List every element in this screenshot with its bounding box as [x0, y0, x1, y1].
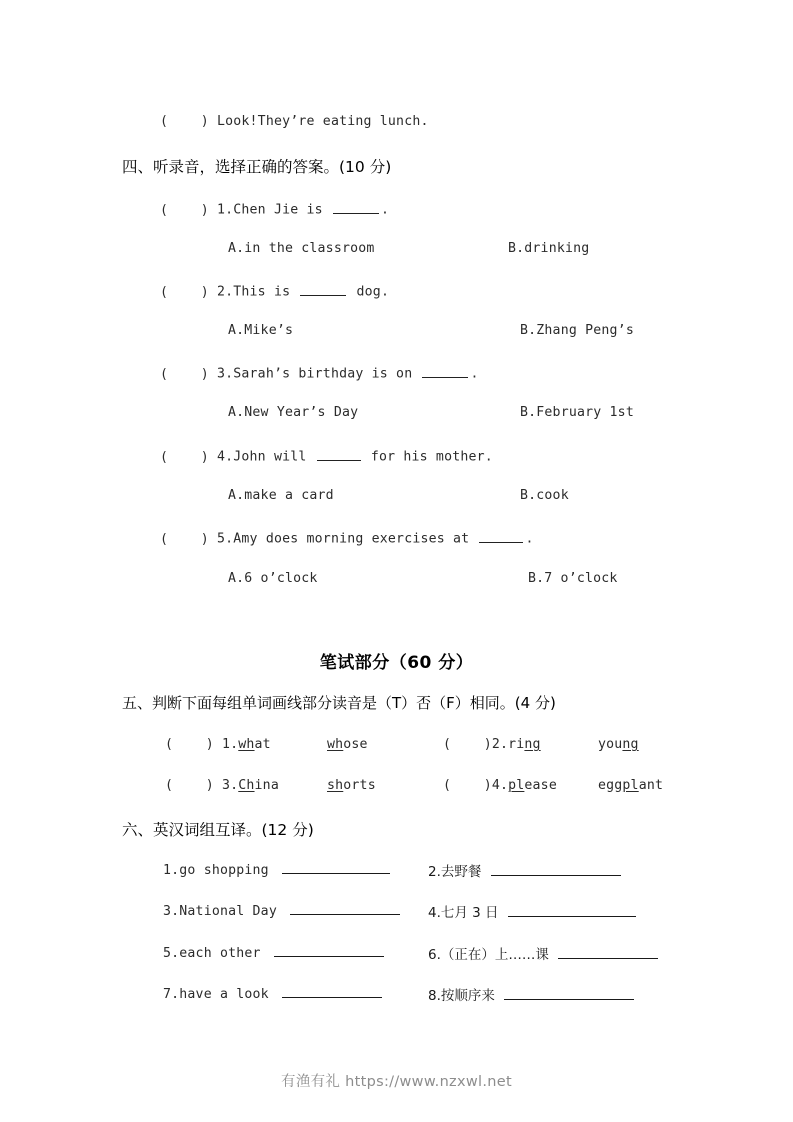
answer-blank[interactable]	[422, 364, 468, 378]
phonics-word2	[327, 778, 376, 793]
answer-bracket[interactable]: ( )	[160, 531, 209, 547]
phonics-number: 1.	[221, 737, 239, 752]
phonics-row	[443, 737, 541, 752]
item-number: 3.	[163, 903, 180, 919]
option-b[interactable]: B.7 o’clock	[528, 571, 618, 586]
answer-bracket[interactable]: ( )	[160, 366, 209, 382]
answer-blank[interactable]	[317, 447, 361, 461]
phonics-word2-underlined: sh	[327, 778, 344, 793]
answer-blank[interactable]	[300, 282, 346, 296]
question-number: 1.	[216, 202, 234, 218]
item-text: 七月 3 日	[440, 905, 499, 921]
translation-item	[163, 861, 390, 878]
phonics-word1-underlined: Ch	[238, 778, 255, 793]
answer-bracket[interactable]: ( )	[160, 202, 209, 218]
phonics-word2-underlined: wh	[327, 737, 344, 752]
translation-item	[428, 984, 634, 1004]
phonics-word1-pre: ri	[508, 737, 525, 752]
answer-bracket[interactable]: ( )	[160, 449, 209, 465]
question-stem: Amy does morning exercises at	[233, 531, 470, 547]
question-row	[160, 200, 389, 218]
translation-item	[163, 985, 382, 1002]
phonics-word1-rest: at	[254, 737, 271, 752]
phonics-word2-rest: orts	[343, 778, 376, 793]
option-b[interactable]: B.drinking	[508, 241, 590, 256]
item-number: 8.	[428, 988, 441, 1004]
phonics-word2-rest: ose	[343, 737, 368, 752]
answer-writeline[interactable]	[282, 861, 390, 874]
item-text: （正在）上……课	[440, 947, 549, 963]
phonics-word2	[327, 737, 368, 752]
answer-bracket[interactable]: ( )	[443, 778, 492, 793]
question-stem: Chen Jie is	[233, 202, 323, 218]
option-a[interactable]: A.New Year’s Day	[228, 405, 359, 420]
option-b[interactable]: B.cook	[520, 488, 569, 503]
option-a[interactable]: A.in the classroom	[228, 241, 375, 256]
option-a[interactable]: A.make a card	[228, 488, 334, 503]
answer-writeline[interactable]	[491, 863, 621, 876]
item-text: 去野餐	[440, 864, 482, 880]
question-stem-tail: dog.	[356, 284, 390, 300]
question-stem-tail: .	[380, 202, 390, 218]
phonics-word1-underlined: wh	[238, 737, 255, 752]
item-text: go shopping	[179, 862, 269, 878]
answer-bracket[interactable]: ( )	[160, 284, 209, 300]
phonics-word2-pre: egg	[598, 778, 623, 793]
answer-bracket[interactable]: ( )	[165, 737, 214, 752]
answer-bracket[interactable]: ( )	[165, 778, 214, 793]
question-number: 3.	[216, 366, 234, 382]
phonics-word1-underlined: pl	[508, 778, 525, 793]
phonics-word2-underlined: pl	[622, 778, 639, 793]
item-number: 2.	[428, 864, 441, 880]
answer-blank[interactable]	[479, 529, 523, 543]
phonics-number: 4.	[491, 778, 509, 793]
phonics-number: 3.	[221, 778, 239, 793]
item-text: National Day	[179, 903, 277, 919]
phonics-word2	[598, 737, 639, 752]
answer-writeline[interactable]	[282, 985, 382, 998]
intro-line-text: Look!They’re eating lunch.	[216, 114, 429, 129]
answer-writeline[interactable]	[504, 987, 634, 1000]
answer-bracket[interactable]: ( )	[443, 737, 492, 752]
option-a[interactable]: A.6 o’clock	[228, 571, 318, 586]
phonics-word1-rest: ease	[524, 778, 557, 793]
item-number: 5.	[163, 945, 180, 961]
question-row	[160, 529, 534, 547]
phonics-word2-pre: you	[598, 737, 623, 752]
section-four-heading: 四、听录音，选择正确的答案。(10 分)	[122, 158, 392, 176]
translation-item	[428, 901, 636, 921]
item-text: each other	[179, 945, 261, 961]
question-stem: This is	[233, 284, 291, 300]
section-six-heading: 六、英汉词组互译。(12 分)	[122, 821, 314, 839]
translation-item	[428, 943, 658, 963]
answer-blank[interactable]	[333, 200, 379, 214]
phonics-word1-underlined: ng	[524, 737, 541, 752]
answer-writeline[interactable]	[274, 944, 384, 957]
item-number: 1.	[163, 862, 180, 878]
question-stem-tail: .	[525, 531, 534, 547]
phonics-row	[165, 737, 271, 752]
question-row	[160, 447, 493, 465]
phonics-row	[165, 778, 279, 793]
item-number: 4.	[428, 905, 441, 921]
question-stem: John will	[233, 449, 307, 465]
option-a[interactable]: A.Mike’s	[228, 323, 294, 338]
phonics-row	[443, 778, 557, 793]
question-number: 2.	[216, 284, 234, 300]
written-part-banner: 笔试部分（60 分）	[319, 653, 474, 673]
option-b[interactable]: B.February 1st	[520, 405, 634, 420]
translation-item	[163, 944, 384, 961]
answer-writeline[interactable]	[290, 902, 400, 915]
phonics-word2-underlined: ng	[622, 737, 639, 752]
question-number: 4.	[216, 449, 234, 465]
watermark: 有渔有礼 https://www.nzxwl.net	[281, 1074, 512, 1090]
section-five-heading: 五、判断下面每组单词画线部分读音是（T）否（F）相同。(4 分)	[122, 694, 556, 712]
question-row	[160, 364, 479, 382]
intro-line	[160, 114, 429, 129]
question-stem: Sarah’s birthday is on	[233, 366, 413, 382]
option-b[interactable]: B.Zhang Peng’s	[520, 323, 634, 338]
item-text: 按顺序来	[440, 988, 495, 1004]
item-number: 6.	[428, 947, 441, 963]
phonics-word2-rest: ant	[638, 778, 664, 793]
phonics-word2	[598, 778, 663, 793]
answer-writeline[interactable]	[558, 946, 658, 959]
question-number: 5.	[216, 531, 234, 547]
answer-bracket[interactable]: ( )	[160, 114, 209, 129]
answer-writeline[interactable]	[508, 904, 636, 917]
question-stem-tail: for his mother.	[370, 449, 493, 465]
translation-item	[163, 902, 400, 919]
item-number: 7.	[163, 986, 180, 1002]
translation-item	[428, 860, 621, 880]
phonics-word1-rest: ina	[254, 778, 279, 793]
question-stem-tail: .	[470, 366, 479, 382]
item-text: have a look	[179, 986, 269, 1002]
phonics-number: 2.	[491, 737, 509, 752]
question-row	[160, 282, 389, 300]
